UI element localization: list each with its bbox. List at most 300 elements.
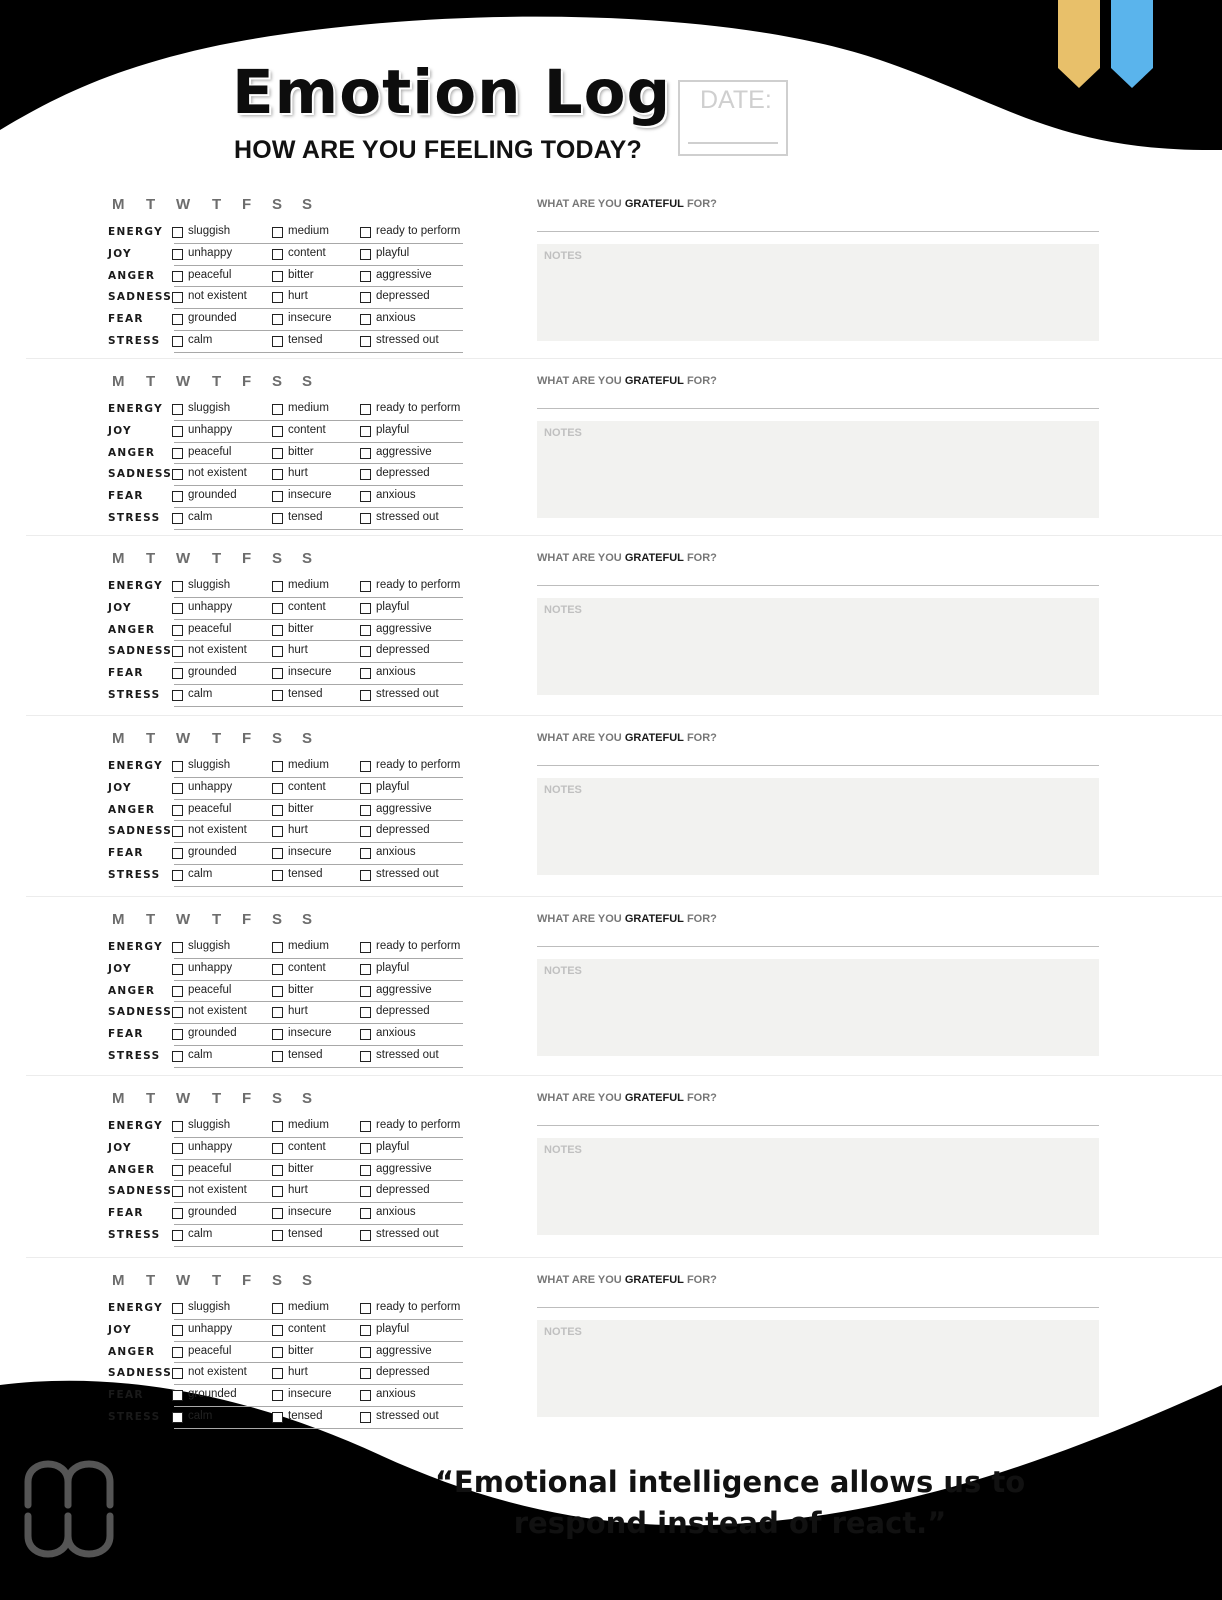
notes-area[interactable] xyxy=(537,1320,1099,1417)
option-label: ready to perform xyxy=(376,940,461,952)
notes-label: NOTES xyxy=(544,965,582,977)
checkbox[interactable] xyxy=(172,1121,183,1132)
checkbox[interactable] xyxy=(360,1230,371,1241)
weekday-option[interactable]: S xyxy=(272,550,283,567)
checkbox[interactable] xyxy=(360,292,371,303)
checkbox[interactable] xyxy=(172,1368,183,1379)
footer-quote: “Emotional intelligence allows us to respond instead of react.” xyxy=(434,1465,1026,1540)
checkbox[interactable] xyxy=(272,870,283,881)
emotion-row-sadness xyxy=(106,1002,463,1024)
checkbox[interactable] xyxy=(172,783,183,794)
checkbox[interactable] xyxy=(360,1007,371,1018)
checkbox[interactable] xyxy=(172,513,183,524)
checkbox[interactable] xyxy=(360,668,371,679)
emotion-row-fear xyxy=(106,843,463,865)
weekday-option[interactable]: T xyxy=(212,550,222,567)
option-label: grounded xyxy=(188,1388,237,1401)
option-label: not existent xyxy=(188,1366,247,1379)
notes-area[interactable] xyxy=(537,1138,1099,1235)
checkbox[interactable] xyxy=(172,1325,183,1336)
checkbox[interactable] xyxy=(172,1230,183,1241)
weekday-option[interactable]: M xyxy=(112,373,125,390)
checkbox[interactable] xyxy=(360,448,371,459)
option-label: depressed xyxy=(376,290,430,303)
option-label: anxious xyxy=(376,489,416,502)
checkbox[interactable] xyxy=(272,1165,283,1176)
checkbox[interactable] xyxy=(172,404,183,415)
entry-divider xyxy=(26,715,1222,716)
weekday-option[interactable]: S xyxy=(272,1090,283,1107)
option-label: ready to perform xyxy=(376,579,461,591)
option-label: calm xyxy=(188,1228,213,1240)
weekday-selector xyxy=(106,196,326,216)
checkbox[interactable] xyxy=(360,1029,371,1040)
option-label: insecure xyxy=(288,666,332,679)
checkbox[interactable] xyxy=(272,448,283,459)
option-label: bitter xyxy=(288,1162,314,1175)
option-label: unhappy xyxy=(188,1140,233,1153)
checkbox[interactable] xyxy=(172,870,183,881)
weekday-option[interactable]: T xyxy=(212,196,222,213)
checkbox[interactable] xyxy=(272,668,283,679)
checkbox[interactable] xyxy=(172,942,183,953)
checkbox[interactable] xyxy=(272,513,283,524)
checkbox[interactable] xyxy=(172,1390,183,1401)
weekday-option[interactable]: W xyxy=(176,911,191,928)
checkbox[interactable] xyxy=(272,603,283,614)
checkbox[interactable] xyxy=(360,1303,371,1314)
checkbox[interactable] xyxy=(172,1412,183,1423)
emotion-row-anger xyxy=(106,1342,463,1364)
weekday-option[interactable]: F xyxy=(242,196,252,213)
checkbox[interactable] xyxy=(360,1165,371,1176)
checkbox[interactable] xyxy=(172,1186,183,1197)
option-label: insecure xyxy=(288,1388,332,1401)
grateful-prompt-suffix: FOR? xyxy=(686,913,717,925)
weekday-selector xyxy=(106,730,326,750)
checkbox[interactable] xyxy=(172,690,183,701)
weekday-option[interactable]: S xyxy=(302,550,313,567)
notes-area[interactable] xyxy=(537,421,1099,518)
option-label: insecure xyxy=(288,1027,332,1040)
option-label: stressed out xyxy=(376,1410,439,1422)
option-label: stressed out xyxy=(376,511,439,523)
checkbox[interactable] xyxy=(272,1230,283,1241)
grateful-write-line[interactable] xyxy=(537,408,1099,409)
emotion-row-energy xyxy=(106,937,463,959)
checkbox[interactable] xyxy=(360,249,371,260)
checkbox[interactable] xyxy=(172,1029,183,1040)
weekday-option[interactable]: T xyxy=(212,373,222,390)
option-label: content xyxy=(288,780,326,793)
weekday-option[interactable]: F xyxy=(242,373,252,390)
checkbox[interactable] xyxy=(360,227,371,238)
emotion-label: FEAR xyxy=(108,847,144,860)
checkbox[interactable] xyxy=(272,1368,283,1379)
option-label: peaceful xyxy=(188,445,232,458)
checkbox[interactable] xyxy=(272,1303,283,1314)
grateful-write-line[interactable] xyxy=(537,1125,1099,1126)
weekday-selector xyxy=(106,1090,326,1110)
emotion-label: SADNESS xyxy=(108,825,173,838)
emotion-label: SADNESS xyxy=(108,291,173,304)
grateful-write-line[interactable] xyxy=(537,765,1099,766)
checkbox[interactable] xyxy=(360,1186,371,1197)
page-subtitle: HOW ARE YOU FEELING TODAY? xyxy=(234,136,643,164)
grateful-prompt-prefix: WHAT ARE YOU xyxy=(537,913,622,925)
page-title: Emotion Log xyxy=(232,57,672,128)
checkbox[interactable] xyxy=(272,491,283,502)
weekday-option[interactable]: T xyxy=(212,1272,222,1289)
emotion-row-joy xyxy=(106,1320,463,1342)
grateful-prompt-prefix: WHAT ARE YOU xyxy=(537,552,622,564)
checkbox[interactable] xyxy=(360,513,371,524)
checkbox[interactable] xyxy=(272,1029,283,1040)
grateful-prompt xyxy=(537,913,717,925)
emotion-row-energy xyxy=(106,1298,463,1320)
checkbox[interactable] xyxy=(360,1412,371,1423)
checkbox[interactable] xyxy=(272,426,283,437)
checkbox[interactable] xyxy=(172,625,183,636)
grateful-prompt-emphasis: GRATEFUL xyxy=(624,732,684,744)
grateful-prompt-emphasis: GRATEFUL xyxy=(624,1092,684,1104)
checkbox[interactable] xyxy=(272,986,283,997)
checkbox[interactable] xyxy=(172,1007,183,1018)
checkbox[interactable] xyxy=(360,1347,371,1358)
emotion-label: FEAR xyxy=(108,1389,144,1402)
entry-4 xyxy=(0,720,1222,900)
checkbox[interactable] xyxy=(360,646,371,657)
checkbox[interactable] xyxy=(172,805,183,816)
option-label: hurt xyxy=(288,1366,308,1379)
weekday-option[interactable]: S xyxy=(302,1090,313,1107)
weekday-option[interactable]: W xyxy=(176,373,191,390)
checkbox[interactable] xyxy=(272,783,283,794)
checkbox[interactable] xyxy=(360,1121,371,1132)
emotion-label: STRESS xyxy=(108,1050,161,1062)
checkbox[interactable] xyxy=(272,690,283,701)
notes-area[interactable] xyxy=(537,598,1099,695)
weekday-option[interactable]: M xyxy=(112,1272,125,1289)
checkbox[interactable] xyxy=(360,1051,371,1062)
option-label: content xyxy=(288,423,326,436)
weekday-option[interactable]: S xyxy=(302,730,313,747)
option-label: depressed xyxy=(376,1366,430,1379)
checkbox[interactable] xyxy=(272,942,283,953)
checkbox[interactable] xyxy=(272,336,283,347)
checkbox[interactable] xyxy=(360,1208,371,1219)
checkbox[interactable] xyxy=(172,469,183,480)
checkbox[interactable] xyxy=(360,690,371,701)
option-label: insecure xyxy=(288,846,332,859)
checkbox[interactable] xyxy=(272,314,283,325)
checkbox[interactable] xyxy=(172,603,183,614)
option-label: grounded xyxy=(188,1206,237,1219)
checkbox[interactable] xyxy=(272,404,283,415)
checkbox[interactable] xyxy=(272,271,283,282)
checkbox[interactable] xyxy=(272,292,283,303)
option-label: sluggish xyxy=(188,940,231,952)
checkbox[interactable] xyxy=(172,646,183,657)
checkbox[interactable] xyxy=(360,1368,371,1379)
checkbox[interactable] xyxy=(272,1208,283,1219)
emotion-label: STRESS xyxy=(108,512,161,524)
checkbox[interactable] xyxy=(272,1007,283,1018)
checkbox[interactable] xyxy=(272,646,283,657)
option-label: ready to perform xyxy=(376,1119,461,1131)
checkbox[interactable] xyxy=(360,761,371,772)
emotion-row-anger xyxy=(106,981,463,1003)
checkbox[interactable] xyxy=(172,1208,183,1219)
weekday-selector xyxy=(106,373,326,393)
weekday-option[interactable]: F xyxy=(242,911,252,928)
checkbox[interactable] xyxy=(360,581,371,592)
checkbox[interactable] xyxy=(272,826,283,837)
checkbox[interactable] xyxy=(360,314,371,325)
grateful-write-line[interactable] xyxy=(537,946,1099,947)
checkbox[interactable] xyxy=(360,986,371,997)
weekday-option[interactable]: S xyxy=(272,911,283,928)
notes-label: NOTES xyxy=(544,784,582,796)
weekday-option[interactable]: T xyxy=(146,911,156,928)
checkbox[interactable] xyxy=(360,336,371,347)
grateful-prompt-emphasis: GRATEFUL xyxy=(624,552,684,564)
checkbox[interactable] xyxy=(272,1121,283,1132)
option-label: aggressive xyxy=(376,1162,432,1175)
emotion-label: ENERGY xyxy=(108,1120,164,1132)
option-label: calm xyxy=(188,1410,213,1422)
checkbox[interactable] xyxy=(172,1303,183,1314)
checkbox[interactable] xyxy=(272,581,283,592)
option-label: peaceful xyxy=(188,1162,232,1175)
weekday-option[interactable]: F xyxy=(242,1272,252,1289)
option-label: tensed xyxy=(288,334,323,346)
notes-area[interactable] xyxy=(537,959,1099,1056)
option-label: playful xyxy=(376,1140,410,1153)
weekday-option[interactable]: W xyxy=(176,1272,191,1289)
option-label: depressed xyxy=(376,1005,430,1018)
emotion-row-stress xyxy=(106,1046,463,1068)
checkbox[interactable] xyxy=(360,783,371,794)
weekday-option[interactable]: S xyxy=(272,373,283,390)
checkbox[interactable] xyxy=(272,1347,283,1358)
notes-area[interactable] xyxy=(537,244,1099,341)
emotion-row-anger xyxy=(106,1160,463,1182)
option-label: hurt xyxy=(288,824,308,837)
grateful-write-line[interactable] xyxy=(537,585,1099,586)
option-label: tensed xyxy=(288,868,323,880)
weekday-option[interactable]: T xyxy=(146,550,156,567)
weekday-option[interactable]: T xyxy=(146,1090,156,1107)
notes-area[interactable] xyxy=(537,778,1099,875)
grateful-write-line[interactable] xyxy=(537,231,1099,232)
emotion-label: JOY xyxy=(108,424,132,437)
checkbox[interactable] xyxy=(360,404,371,415)
checkbox[interactable] xyxy=(360,826,371,837)
grateful-prompt-suffix: FOR? xyxy=(686,375,717,387)
grateful-prompt-prefix: WHAT ARE YOU xyxy=(537,1274,622,1286)
checkbox[interactable] xyxy=(360,1325,371,1336)
emotion-row-fear xyxy=(106,309,463,331)
option-label: unhappy xyxy=(188,246,233,259)
weekday-option[interactable]: T xyxy=(212,730,222,747)
option-label: hurt xyxy=(288,644,308,657)
checkbox[interactable] xyxy=(172,986,183,997)
row-divider xyxy=(174,1428,463,1429)
grateful-write-line[interactable] xyxy=(537,1307,1099,1308)
checkbox[interactable] xyxy=(272,1186,283,1197)
option-label: playful xyxy=(376,246,410,259)
checkbox[interactable] xyxy=(172,271,183,282)
weekday-option[interactable]: W xyxy=(176,550,191,567)
option-label: bitter xyxy=(288,622,314,635)
option-label: tensed xyxy=(288,1049,323,1061)
checkbox[interactable] xyxy=(272,1412,283,1423)
weekday-option[interactable]: T xyxy=(146,196,156,213)
weekday-option[interactable]: S xyxy=(302,373,313,390)
weekday-option[interactable]: S xyxy=(272,1272,283,1289)
option-label: playful xyxy=(376,1322,410,1335)
checkbox[interactable] xyxy=(272,1051,283,1062)
option-label: medium xyxy=(288,402,329,414)
checkbox[interactable] xyxy=(172,964,183,975)
option-label: grounded xyxy=(188,666,237,679)
option-label: anxious xyxy=(376,312,416,325)
emotion-label: SADNESS xyxy=(108,468,173,481)
checkbox[interactable] xyxy=(172,1143,183,1154)
grateful-prompt-prefix: WHAT ARE YOU xyxy=(537,1092,622,1104)
weekday-option[interactable]: W xyxy=(176,196,191,213)
emotion-row-energy xyxy=(106,756,463,778)
weekday-option[interactable]: M xyxy=(112,196,125,213)
weekday-option[interactable]: M xyxy=(112,550,125,567)
option-label: tensed xyxy=(288,1410,323,1422)
checkbox[interactable] xyxy=(360,848,371,859)
checkbox[interactable] xyxy=(272,805,283,816)
date-field[interactable] xyxy=(678,80,788,156)
option-label: ready to perform xyxy=(376,225,461,237)
checkbox[interactable] xyxy=(172,826,183,837)
weekday-option[interactable]: F xyxy=(242,550,252,567)
option-label: sluggish xyxy=(188,225,231,237)
checkbox[interactable] xyxy=(272,469,283,480)
emotion-label: JOY xyxy=(108,1141,132,1154)
option-label: tensed xyxy=(288,511,323,523)
checkbox[interactable] xyxy=(272,1390,283,1401)
weekday-option[interactable]: W xyxy=(176,730,191,747)
option-label: bitter xyxy=(288,268,314,281)
weekday-option[interactable]: S xyxy=(302,196,313,213)
checkbox[interactable] xyxy=(360,603,371,614)
checkbox[interactable] xyxy=(172,491,183,502)
notes-label: NOTES xyxy=(544,1326,582,1338)
checkbox[interactable] xyxy=(172,761,183,772)
weekday-option[interactable]: S xyxy=(302,911,313,928)
checkbox[interactable] xyxy=(272,761,283,772)
weekday-option[interactable]: S xyxy=(302,1272,313,1289)
emotion-row-stress xyxy=(106,1407,463,1429)
weekday-option[interactable]: T xyxy=(146,373,156,390)
option-label: bitter xyxy=(288,983,314,996)
checkbox[interactable] xyxy=(360,1390,371,1401)
weekday-option[interactable]: S xyxy=(272,196,283,213)
emotion-row-joy xyxy=(106,598,463,620)
checkbox[interactable] xyxy=(272,1325,283,1336)
checkbox[interactable] xyxy=(360,271,371,282)
emotion-row-joy xyxy=(106,778,463,800)
checkbox[interactable] xyxy=(172,1347,183,1358)
checkbox[interactable] xyxy=(360,942,371,953)
checkbox[interactable] xyxy=(360,426,371,437)
weekday-option[interactable]: F xyxy=(242,1090,252,1107)
emotion-label: ANGER xyxy=(108,446,156,459)
grateful-prompt-prefix: WHAT ARE YOU xyxy=(537,732,622,744)
weekday-option[interactable]: T xyxy=(146,730,156,747)
checkbox[interactable] xyxy=(272,249,283,260)
option-label: tensed xyxy=(288,688,323,700)
checkbox[interactable] xyxy=(172,1051,183,1062)
weekday-option[interactable]: F xyxy=(242,730,252,747)
checkbox[interactable] xyxy=(272,227,283,238)
checkbox[interactable] xyxy=(172,249,183,260)
entry-6 xyxy=(0,1080,1222,1260)
checkbox[interactable] xyxy=(172,581,183,592)
checkbox[interactable] xyxy=(272,964,283,975)
checkbox[interactable] xyxy=(172,848,183,859)
checkbox[interactable] xyxy=(360,469,371,480)
date-label: DATE: xyxy=(700,86,772,114)
weekday-option[interactable]: M xyxy=(112,1090,125,1107)
option-label: content xyxy=(288,1322,326,1335)
weekday-option[interactable]: T xyxy=(212,1090,222,1107)
checkbox[interactable] xyxy=(360,625,371,636)
checkbox[interactable] xyxy=(272,1143,283,1154)
weekday-option[interactable]: S xyxy=(272,730,283,747)
emotion-row-energy xyxy=(106,222,463,244)
checkbox[interactable] xyxy=(172,426,183,437)
option-label: content xyxy=(288,246,326,259)
emotion-row-anger xyxy=(106,620,463,642)
weekday-option[interactable]: W xyxy=(176,1090,191,1107)
checkbox[interactable] xyxy=(172,314,183,325)
option-label: not existent xyxy=(188,824,247,837)
checkbox[interactable] xyxy=(272,848,283,859)
checkbox[interactable] xyxy=(172,336,183,347)
checkbox[interactable] xyxy=(172,668,183,679)
checkbox[interactable] xyxy=(272,625,283,636)
checkbox[interactable] xyxy=(360,805,371,816)
option-label: calm xyxy=(188,688,213,700)
checkbox[interactable] xyxy=(172,1165,183,1176)
checkbox[interactable] xyxy=(360,964,371,975)
checkbox[interactable] xyxy=(360,491,371,502)
weekday-option[interactable]: T xyxy=(146,1272,156,1289)
option-label: sluggish xyxy=(188,1119,231,1131)
emotion-row-joy xyxy=(106,244,463,266)
weekday-option[interactable]: M xyxy=(112,911,125,928)
entry-divider xyxy=(26,1075,1222,1076)
weekday-option[interactable]: T xyxy=(212,911,222,928)
option-label: stressed out xyxy=(376,1228,439,1240)
checkbox[interactable] xyxy=(360,870,371,881)
emotion-label: JOY xyxy=(108,601,132,614)
weekday-option[interactable]: M xyxy=(112,730,125,747)
checkbox[interactable] xyxy=(172,292,183,303)
checkbox[interactable] xyxy=(172,227,183,238)
emotion-label: STRESS xyxy=(108,869,161,881)
checkbox[interactable] xyxy=(172,448,183,459)
checkbox[interactable] xyxy=(360,1143,371,1154)
